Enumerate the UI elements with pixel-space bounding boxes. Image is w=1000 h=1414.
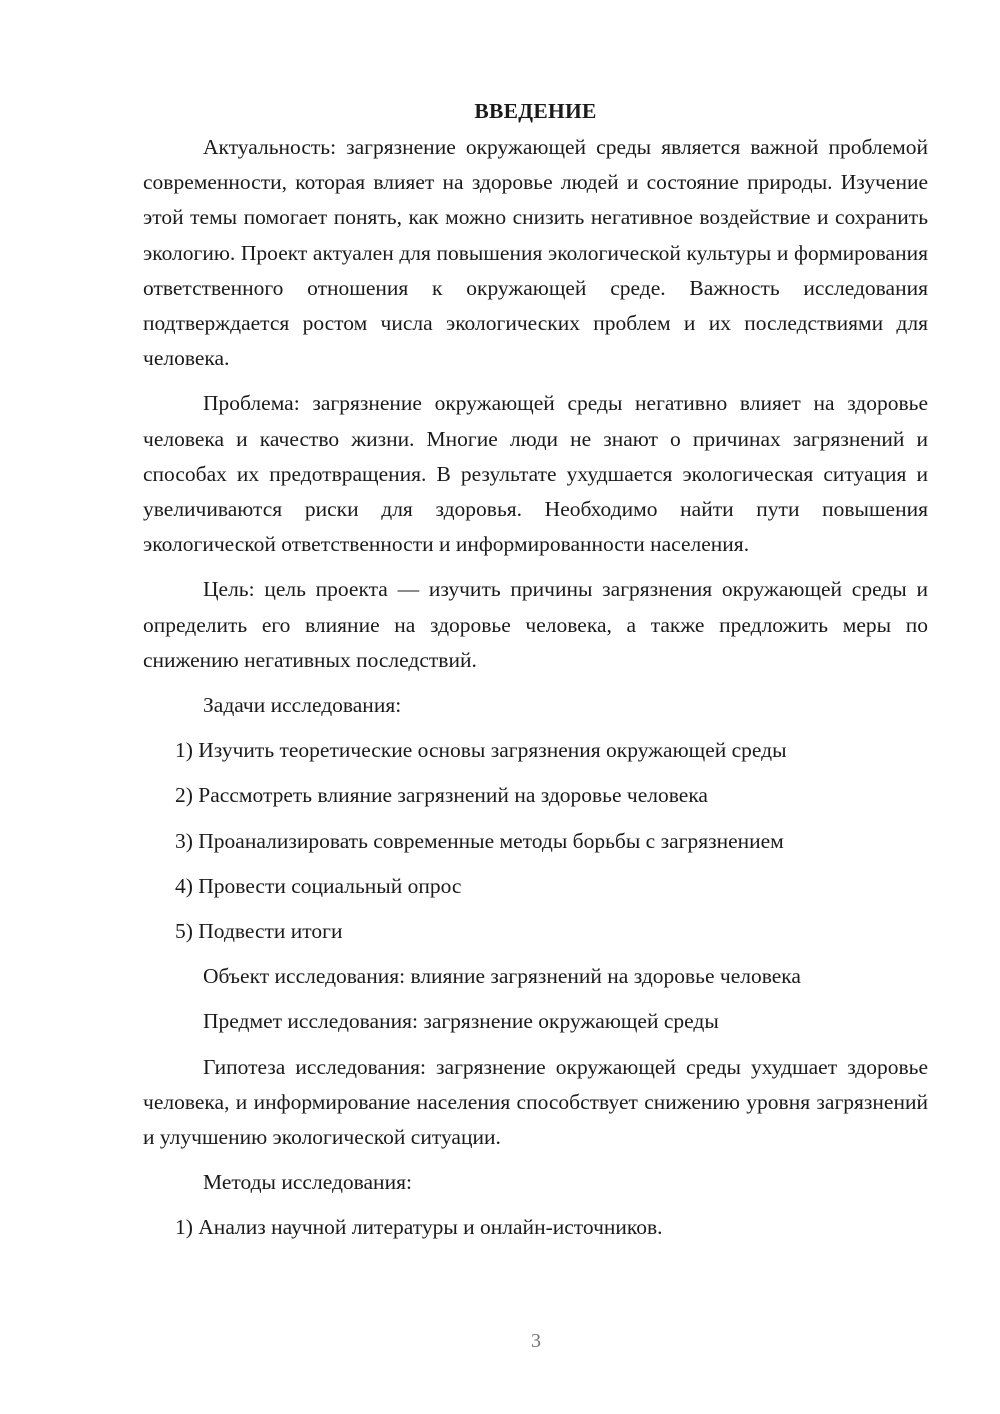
relevance-paragraph: Актуальность: загрязнение окружающей среды является важной проблемой современности, которая влияет на здоровье людей и состояние природы. Изучение этой темы помогает понять, как можно снизить негативное воздействие и сохранить экологию. Проект актуален для повышения экологической культуры и формирования ответственного отношения к окружающей среде. Важность исследования подтверждается ростом числа экологических проблем и их последствиями для человека. [143,135,928,371]
list-item: 5) Подвести итоги [175,919,343,944]
list-item: 4) Провести социальный опрос [175,873,462,898]
list-item: 2) Рассмотреть влияние загрязнений на здоровье человека [175,783,708,808]
page-number: 3 [531,1330,541,1352]
goal-paragraph: Цель: цель проекта — изучить причины загрязнения окружающей среды и определить его влияние на здоровье человека, а также предложить меры по снижению негативных последствий. [143,577,928,672]
problem-paragraph: Проблема: загрязнение окружающей среды негативно влияет на здоровье человека и качество жизни. Многие люди не знают о причинах загрязнений и способах их предотвращения. В результате ухудшается экологическая ситуация и увеличиваются риски для здоровья. Необходимо найти пути повышения экологической ответственности и информированности населения. [143,391,928,557]
list-item: 1) Анализ научной литературы и онлайн-источников. [175,1215,663,1240]
subject-paragraph: Предмет исследования: загрязнение окружающей среды [203,1009,719,1034]
list-item: 3) Проанализировать современные методы борьбы с загрязнением [175,828,784,853]
tasks-list [143,733,928,949]
hypothesis-paragraph: Гипотеза исследования: загрязнение окружающей среды ухудшает здоровье человека, и информирование населения способствует снижению уровня загрязнений и улучшению экологической ситуации. [143,1054,928,1150]
methods-list [143,1210,928,1245]
object-paragraph: Объект исследования: влияние загрязнений на здоровье человека [203,964,801,989]
methods-heading: Методы исследования: [203,1170,412,1195]
page-content [143,96,928,1256]
tasks-heading: Задачи исследования: [203,693,402,718]
page-title: ВВЕДЕНИЕ [474,99,597,123]
list-item: 1) Изучить теоретические основы загрязнения окружающей среды [175,738,787,763]
